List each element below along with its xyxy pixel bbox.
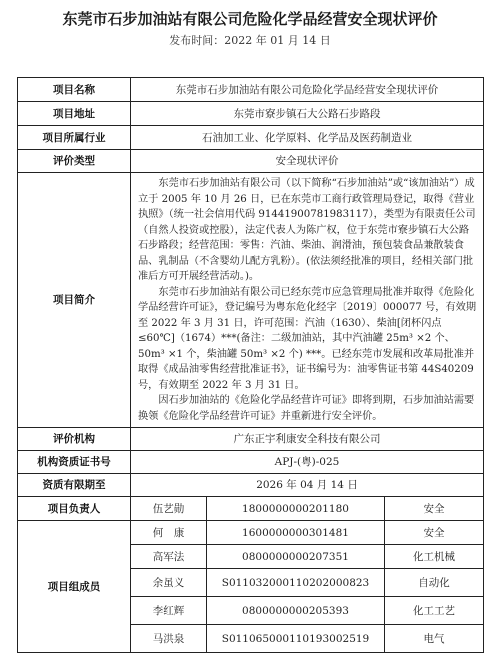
row-agency [18, 428, 484, 451]
label-project-name: 项目名称 [18, 78, 131, 102]
row-validity [18, 474, 484, 497]
label-team: 项目组成员 [18, 521, 131, 653]
member-name: 李红辉 [131, 597, 207, 625]
leader-specialty: 安全 [385, 497, 484, 521]
row-cert-no [18, 451, 484, 474]
member-cert: S011032000110202000823 [207, 569, 385, 597]
member-specialty: 自动化 [385, 569, 484, 597]
label-validity: 资质有限期至 [18, 474, 131, 497]
member-cert: 0800000000205393 [207, 597, 385, 625]
value-eval-type: 安全现状评价 [131, 150, 484, 173]
label-eval-type: 评价类型 [18, 150, 131, 173]
value-intro [131, 173, 484, 428]
row-project-address [18, 102, 484, 126]
value-industry: 石油加工业、化学原料、化学品及医药制造业 [131, 126, 484, 150]
info-table [17, 77, 484, 653]
member-cert: 1600000000301481 [207, 521, 385, 545]
value-project-address: 东莞市寮步镇石大公路石步路段 [131, 102, 484, 126]
member-name: 马洪泉 [131, 625, 207, 653]
label-industry: 项目所属行业 [18, 126, 131, 150]
leader-name: 伍艺勋 [131, 497, 207, 521]
leader-cert: 1800000000201180 [207, 497, 385, 521]
member-specialty: 化工工艺 [385, 597, 484, 625]
row-project-name [18, 78, 484, 102]
value-agency: 广东正宇利康安全科技有限公司 [131, 428, 484, 451]
member-name: 高军法 [131, 545, 207, 569]
member-cert: 0800000000207351 [207, 545, 385, 569]
label-project-address: 项目地址 [18, 102, 131, 126]
row-leader [18, 497, 484, 521]
row-eval-type [18, 150, 484, 173]
intro-paragraph: 因石步加油站的《危险化学品经营许可证》即将到期，石步加油站需要换领《危险化学品经营许可证》并重新进行安全评价。 [138, 395, 475, 422]
label-leader: 项目负责人 [18, 497, 131, 521]
member-name: 余虽义 [131, 569, 207, 597]
intro-paragraph: 东莞市石步加油站有限公司（以下简称“石步加油站”或“该加油站”）成立于 2005 年 10 月 26 日，已在东莞市工商行政管理局登记，取得《营业执照》（统一社会信用代码 91441900781983117），类型为有限责任公司（自然人投资或控股），法定代表人为陈广权，位于东莞市寮步镇石大公路石步路段；经营范围：零售：汽油、柴油、润滑油，预包装食品兼散装食品、乳制品（不含婴幼儿配方乳粉）。(依法须经批准的项目，经相关部门批准后方可开展经营活动。)。 [138, 178, 476, 282]
label-cert-no: 机构资质证书号 [18, 451, 131, 474]
member-cert: S011065000110193002519 [207, 625, 385, 653]
value-cert-no: APJ-(粤)-025 [131, 451, 484, 474]
member-specialty: 电气 [385, 625, 484, 653]
member-specialty: 化工机械 [385, 545, 484, 569]
intro-paragraph: 东莞市石步加油站有限公司已经东莞市应急管理局批准并取得《危险化学品经营许可证》，登记编号为粤东危化经字〔2019〕000077 号，有效期至 2022 年 3 月 31 日，许可范围：汽油（1630）、柴油[闭杯闪点≤60℃]（1674）***(备注：二级加油站，其中汽油罐 25m³ ×2 个、50m³ ×1 个，柴油罐 50m³ ×2 个) ***。已经东莞市发展和改革局批准并取得《成品油零售经营批准证书》，证书编号为：油零售证书第 44S40209 号，有效期至 2022 年 3 月 31 日。 [138, 286, 477, 391]
row-industry [18, 126, 484, 150]
member-name: 何 康 [131, 521, 207, 545]
team-row [18, 521, 484, 545]
label-agency: 评价机构 [18, 428, 131, 451]
value-validity: 2026 年 04 月 14 日 [131, 474, 484, 497]
row-intro [18, 173, 484, 428]
publish-date: 发布时间：2022 年 01 月 14 日 [169, 34, 331, 47]
label-intro: 项目简介 [18, 173, 131, 428]
value-project-name: 东莞市石步加油站有限公司危险化学品经营安全现状评价 [131, 78, 484, 102]
member-specialty: 安全 [385, 521, 484, 545]
page-title: 东莞市石步加油站有限公司危险化学品经营安全现状评价 [62, 10, 438, 28]
